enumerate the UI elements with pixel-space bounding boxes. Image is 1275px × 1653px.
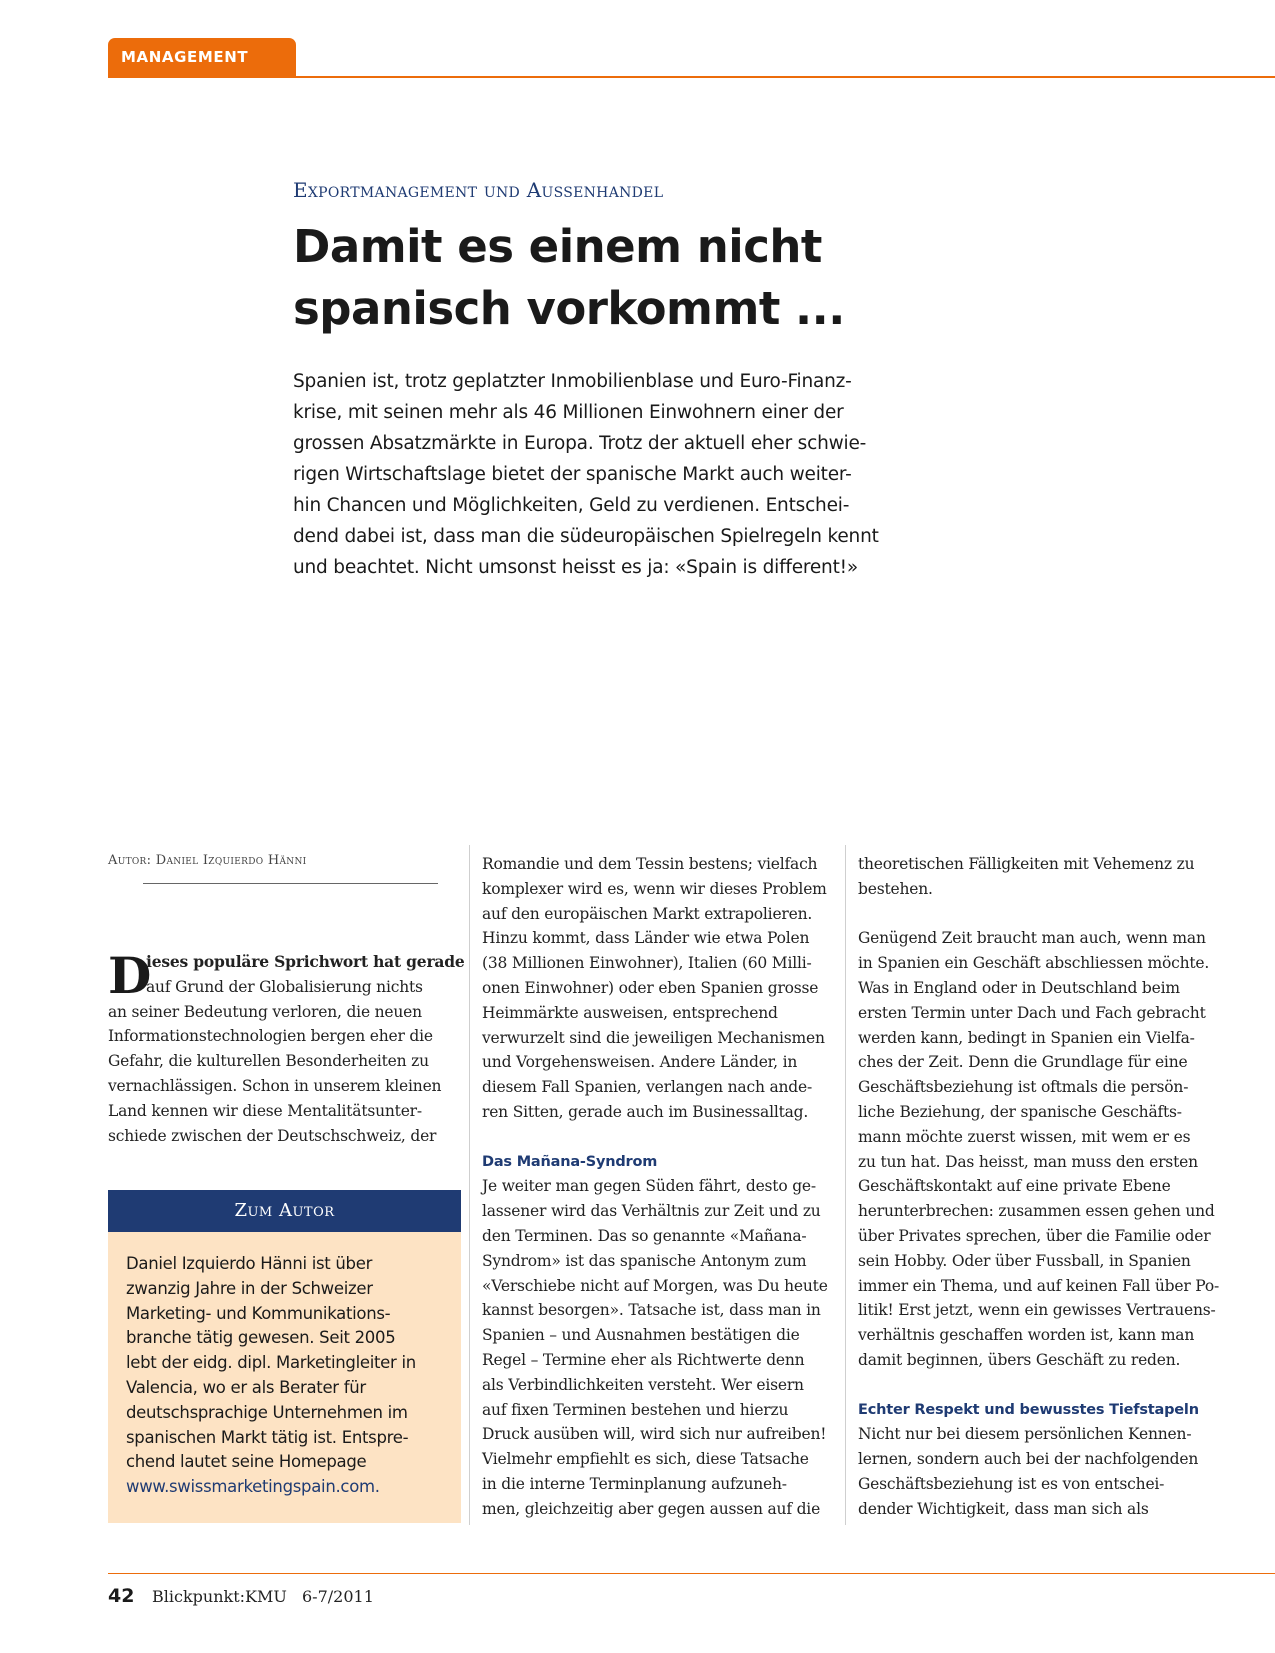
- lead-line: und beachtet. Nicht umsonst heisst es ja: «Spain is different!»: [293, 557, 858, 578]
- author-box-line: spanischen Markt tätig ist. Entspre-: [126, 1427, 409, 1447]
- body-line: Genügend Zeit braucht man auch, wenn man: [858, 929, 1206, 948]
- body-line: mann möchte zuerst wissen, mit wem er es: [858, 1127, 1191, 1146]
- header-rule: [108, 76, 1275, 78]
- body-line: und Vorgehensweisen. Andere Länder, in: [482, 1053, 798, 1072]
- author-box: [108, 1232, 461, 1523]
- body-line: onen Einwohner) oder eben Spanien grosse: [482, 978, 819, 997]
- body-line: Spanien – und Ausnahmen bestätigen die: [482, 1326, 800, 1345]
- author-box-heading: Zum Autor: [108, 1190, 461, 1232]
- body-line: Hinzu kommt, dass Länder wie etwa Polen: [482, 929, 810, 948]
- intro-line: Gefahr, die kulturellen Besonderheiten zu: [108, 1052, 429, 1071]
- intro-line: an seiner Bedeutung verloren, die neuen: [108, 1002, 422, 1021]
- body-line: (38 Millionen Einwohner), Italien (60 Milli-: [482, 954, 812, 973]
- title-line: Damit es einem nicht: [293, 220, 822, 273]
- body-line: men, gleichzeitig aber gegen aussen auf die: [482, 1499, 821, 1518]
- body-line: Geschäftsbeziehung ist oftmals die persön-: [858, 1078, 1189, 1097]
- lead-line: Spanien ist, trotz geplatzter Inmobilienblase und Euro-Finanz-: [293, 371, 852, 392]
- body-line: Regel – Termine eher als Richtwerte denn: [482, 1350, 805, 1369]
- body-line: auf den europäischen Markt extrapolieren.: [482, 904, 813, 923]
- body-line: Geschäftskontakt auf eine private Ebene: [858, 1177, 1171, 1196]
- body-line: zu tun hat. Das heisst, man muss den ersten: [858, 1152, 1198, 1171]
- body-line: Romandie und dem Tessin bestens; vielfach: [482, 855, 818, 873]
- body-line: Was in England oder in Deutschland beim: [858, 978, 1180, 997]
- column-divider: [845, 845, 846, 1525]
- intro-line: vernachlässigen. Schon in unserem kleinen: [108, 1076, 442, 1095]
- byline-rule: [143, 883, 438, 884]
- body-line: ches der Zeit. Denn die Grundlage für eine: [858, 1053, 1188, 1072]
- body-line: kannst besorgen». Tatsache ist, dass man in: [482, 1301, 821, 1320]
- body-line: in die interne Terminplanung aufzuneh-: [482, 1474, 787, 1493]
- body-line: ersten Termin unter Dach und Fach gebracht: [858, 1003, 1206, 1022]
- body-line: «Verschiebe nicht auf Morgen, was Du heute: [482, 1276, 828, 1295]
- body-line: diesem Fall Spanien, verlangen nach ande-: [482, 1078, 813, 1097]
- subheading: Das Mañana-Syndrom: [482, 1153, 658, 1170]
- body-column-2: [482, 852, 842, 1522]
- body-line: Je weiter man gegen Süden fährt, desto ge-: [482, 1177, 816, 1196]
- author-box-line: zwanzig Jahre in der Schweizer: [126, 1278, 373, 1298]
- lead-line: grossen Absatzmärkte in Europa. Trotz der aktuell eher schwie-: [293, 433, 867, 454]
- lead-line: rigen Wirtschaftslage bietet der spanische Markt auch weiter-: [293, 464, 852, 485]
- intro-line: ieses populäre Sprichwort hat gerade: [146, 952, 465, 971]
- body-line: bestehen.: [858, 879, 933, 898]
- body-line: lassener wird das Verhältnis zur Zeit und zu: [482, 1202, 821, 1221]
- body-line: Druck ausüben will, wird sich nur aufreiben!: [482, 1425, 827, 1444]
- lead-line: krise, mit seinen mehr als 46 Millionen Einwohnern einer der: [293, 402, 844, 423]
- section-tab: MANAGEMENT: [108, 38, 296, 77]
- homepage-link[interactable]: www.swissmarketingspain.com.: [126, 1477, 380, 1497]
- intro-line: Land kennen wir diese Mentalitätsunter-: [108, 1101, 422, 1120]
- body-line: Geschäftsbeziehung ist es von entschei-: [858, 1474, 1165, 1493]
- body-line: Heimmärkte ausweisen, entsprechend: [482, 1003, 778, 1022]
- subheading: Echter Respekt und bewusstes Tiefstapeln: [858, 1401, 1199, 1418]
- body-line: litik! Erst jetzt, wenn ein gewisses Vertrauens-: [858, 1301, 1216, 1320]
- body-line: liche Beziehung, der spanische Geschäfts-: [858, 1102, 1182, 1121]
- body-line: den Terminen. Das so genannte «Mañana-: [482, 1226, 807, 1245]
- intro-paragraph: [108, 946, 465, 1148]
- title-line: spanisch vorkommt ...: [293, 282, 845, 335]
- body-line: dender Wichtigkeit, dass man sich als: [858, 1499, 1149, 1518]
- article-kicker: Exportmanagement und Aussenhandel: [293, 178, 664, 202]
- body-line: auf fixen Terminen bestehen und hierzu: [482, 1400, 789, 1419]
- intro-line: auf Grund der Globalisierung nichts: [146, 977, 423, 996]
- magazine-name: Blickpunkt:KMU: [152, 1587, 287, 1606]
- author-box-line: deutschsprachige Unternehmen im: [126, 1402, 408, 1422]
- body-line: in Spanien ein Geschäft abschliessen möchte.: [858, 954, 1210, 973]
- author-box-line: Marketing- und Kommunikations-: [126, 1303, 391, 1323]
- body-line: als Verbindlichkeiten versteht. Wer eisern: [482, 1375, 804, 1394]
- drop-cap: D: [108, 946, 152, 1005]
- intro-line: schiede zwischen der Deutschschweiz, der: [108, 1126, 437, 1145]
- author-byline: Autor: Daniel Izquierdo Hänni: [108, 853, 307, 868]
- article-title: [293, 216, 893, 340]
- article-lead: [293, 366, 893, 583]
- body-line: über Privates sprechen, über die Familie oder: [858, 1226, 1211, 1245]
- body-line: verwurzelt sind die jeweiligen Mechanismen: [482, 1028, 825, 1047]
- page-number: 42: [108, 1585, 135, 1607]
- column-divider: [469, 845, 470, 1525]
- body-line: sein Hobby. Oder über Fussball, in Spanien: [858, 1251, 1191, 1270]
- body-line: Vielmehr empfiehlt es sich, diese Tatsache: [482, 1450, 809, 1469]
- body-line: verhältnis geschaffen worden ist, kann man: [858, 1326, 1195, 1345]
- body-column-3: [858, 852, 1218, 1522]
- author-box-line: Valencia, wo er als Berater für: [126, 1377, 366, 1397]
- footer-rule: [108, 1573, 1275, 1574]
- issue-number: 6-7/2011: [302, 1587, 374, 1606]
- body-line: Syndrom» ist das spanische Antonym zum: [482, 1251, 807, 1270]
- lead-line: hin Chancen und Möglichkeiten, Geld zu verdienen. Entschei-: [293, 495, 850, 516]
- author-box-line: chend lautet seine Homepage: [126, 1452, 367, 1472]
- body-line: lernen, sondern auch bei der nachfolgenden: [858, 1450, 1199, 1469]
- body-line: herunterbrechen: zusammen essen gehen und: [858, 1202, 1215, 1221]
- body-line: immer ein Thema, und auf keinen Fall über Po-: [858, 1276, 1220, 1295]
- body-line: damit beginnen, übers Geschäft zu reden.: [858, 1350, 1181, 1369]
- lead-line: dend dabei ist, dass man die südeuropäischen Spielregeln kennt: [293, 526, 879, 547]
- intro-line: Informationstechnologien bergen eher die: [108, 1027, 433, 1046]
- body-line: komplexer wird es, wenn wir dieses Problem: [482, 879, 827, 898]
- author-box-line: lebt der eidg. dipl. Marketingleiter in: [126, 1353, 416, 1373]
- body-line: werden kann, bedingt in Spanien ein Vielfa-: [858, 1028, 1195, 1047]
- body-line: ren Sitten, gerade auch im Businessalltag.: [482, 1102, 809, 1121]
- body-line: Nicht nur bei diesem persönlichen Kennen-: [858, 1425, 1192, 1444]
- author-box-line: Daniel Izquierdo Hänni ist über: [126, 1254, 373, 1273]
- author-box-line: branche tätig gewesen. Seit 2005: [126, 1328, 396, 1348]
- body-line: theoretischen Fälligkeiten mit Vehemenz zu: [858, 855, 1195, 873]
